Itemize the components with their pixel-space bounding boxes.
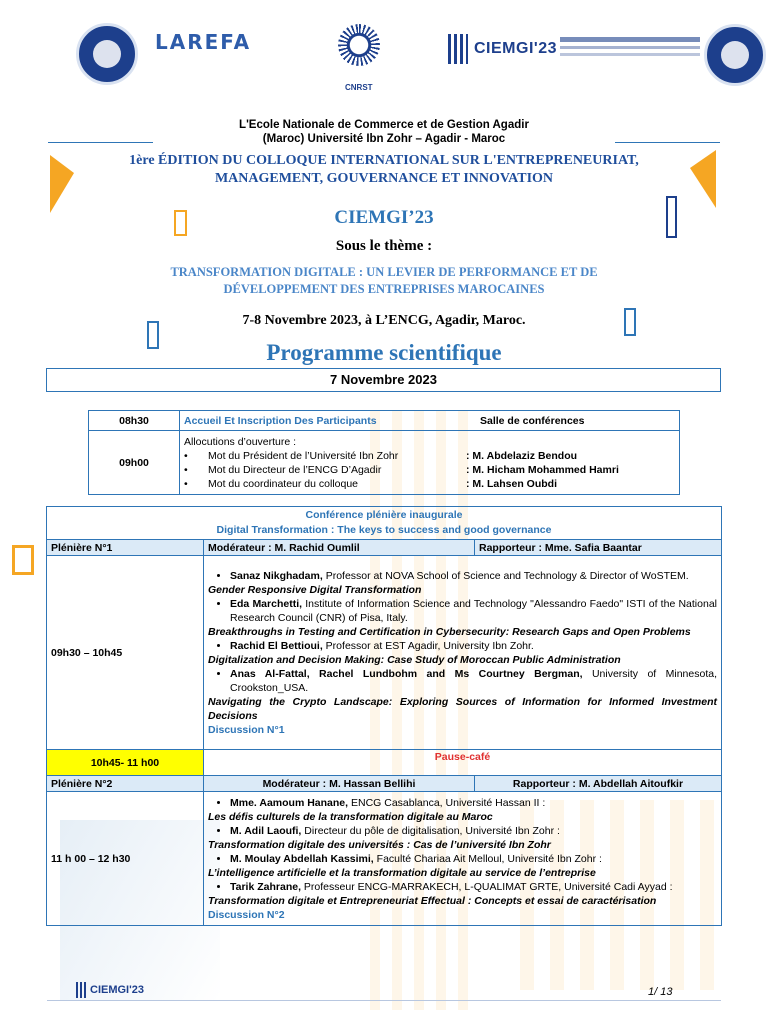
- speeches-list: [184, 449, 675, 491]
- talk-speaker: Sanaz Nikghadam,: [230, 569, 323, 582]
- talk-title: Digitalization and Decision Making: Case Study of Moroccan Public Administration: [208, 653, 621, 666]
- encg-logo-text: [560, 37, 700, 56]
- university-seal-logo-right: [704, 24, 766, 86]
- plenary2-moderator: Modérateur : M. Hassan Bellihi: [204, 776, 475, 792]
- plenary1-conf-title: Conférence plénière inaugurale: [305, 509, 463, 521]
- talk-title: Gender Responsive Digital Transformation: [208, 583, 422, 596]
- talk-affiliation: University of Minnesota, Crookston_USA.: [230, 667, 717, 694]
- plenary2-time: 11 h 00 – 12 h30: [47, 792, 204, 926]
- plenary1-rapporteur: Rapporteur : Mme. Safia Baantar: [475, 540, 722, 556]
- speech-role: Mot du coordinateur du colloque: [208, 477, 359, 490]
- programme-title: Programme scientifique: [266, 340, 502, 365]
- talk-affiliation: Institute of Information Science and Technology "Alessandro Faedo" ISTI of the National Research Council (CNR) of Pisa, Italy.: [230, 597, 717, 624]
- speech-name: : M. Hicham Mohammed Hamri: [466, 463, 619, 476]
- talk-affiliation: Professor at NOVA School of Science and Technology & Director of WoSTEM.: [322, 569, 689, 582]
- talk-affiliation: ENCG Casablanca, Université Hassan II :: [348, 796, 546, 809]
- cnrst-logo-icon: [338, 24, 380, 66]
- talk-title: Les défis culturels de la transformation digitale au Maroc: [208, 810, 493, 823]
- plenary1-moderator: Modérateur : M. Rachid Oumlil: [204, 540, 475, 556]
- page-number: 1/ 13: [648, 986, 673, 998]
- talk-item: [208, 824, 717, 838]
- talk-item: [208, 880, 717, 894]
- talk-speaker: M. Moulay Abdellah Kassimi,: [230, 852, 374, 865]
- speech-role: Mot du Directeur de l’ENCG D’Agadir: [208, 463, 382, 476]
- talk-item: [208, 639, 717, 653]
- break-time: 10h45- 11 h00: [47, 750, 204, 776]
- break-label: Pause-café: [204, 750, 722, 776]
- talk-affiliation: Professeur ENCG-MARRAKECH, L-QUALIMAT GRTE, Université Cadi Ayyad :: [301, 880, 673, 893]
- opening-room: Salle de conférences: [476, 411, 680, 431]
- talk-affiliation: Faculté Chariaa Ait Melloul, Université Ibn Zohr :: [373, 852, 602, 865]
- orange-bracket-icon-margin: [12, 545, 34, 575]
- talk-speaker: Mme. Aamoum Hanane,: [230, 796, 349, 809]
- talk-item: [208, 569, 717, 583]
- ciemgi-logo: CIEMGI'23: [474, 40, 557, 57]
- theme-label: Sous le thème :: [335, 238, 433, 254]
- bullet-icon: •: [184, 477, 188, 490]
- talk-speaker: Tarik Zahrane,: [230, 880, 301, 893]
- talk-speaker: Anas Al-Fattal, Rachel Lundbohm and Ms Courtney Bergman,: [230, 667, 583, 680]
- talk-affiliation: Professor at EST Agadir, University Ibn Zohr.: [322, 639, 534, 652]
- opening-title: Accueil Et Inscription Des Participants: [180, 411, 477, 431]
- ciemgi-logo-icon: [448, 34, 468, 64]
- talk-title: Transformation digitale des universités : Cas de l’université Ibn Zohr: [208, 838, 551, 851]
- footer-logo: CIEMGI'23: [90, 984, 144, 996]
- conference-acronym: CIEMGI’23: [334, 207, 434, 228]
- speeches-time: 09h00: [89, 431, 180, 495]
- speech-item: [184, 477, 675, 491]
- talk-item: [208, 667, 717, 695]
- talk-item: [208, 796, 717, 810]
- talk-item: [208, 852, 717, 866]
- larefa-logo: LAREFA: [155, 30, 252, 54]
- talk-speaker: M. Adil Laoufi,: [230, 824, 302, 837]
- talk-item: [208, 597, 717, 625]
- plenary2-rapporteur: Rapporteur : M. Abdellah Aitoufkir: [475, 776, 722, 792]
- speeches-cell: [180, 431, 680, 495]
- plenary2-talks: [204, 792, 722, 926]
- talk-speaker: Eda Marchetti,: [230, 597, 303, 610]
- opening-table: [88, 410, 680, 495]
- footer-ciemgi-icon: [76, 982, 88, 998]
- talk-affiliation: Directeur du pôle de digitalisation, Université Ibn Zohr :: [301, 824, 560, 837]
- university-seal-logo-left: [76, 23, 138, 85]
- plenary-table: [46, 506, 722, 926]
- plenary1-time: 09h30 – 10h45: [47, 556, 204, 750]
- opening-time: 08h30: [89, 411, 180, 431]
- bullet-icon: •: [184, 449, 188, 462]
- speech-role: Mot du Président de l’Université Ibn Zohr: [208, 449, 399, 462]
- talk-title: L’intelligence artificielle et la transformation digitale au service de l’entreprise: [208, 866, 596, 879]
- talk-title: Navigating the Crypto Landscape: Exploring Sources of Information for Informed Investment Decisions: [208, 695, 717, 722]
- footer-divider: [47, 1000, 721, 1001]
- edition-title: 1ère ÉDITION DU COLLOQUE INTERNATIONAL SUR L'ENTREPRENEURIAT, MANAGEMENT, GOUVERNANCE ET INNOVATION: [129, 153, 639, 186]
- speech-name: : M. Abdelaziz Bendou: [466, 449, 578, 462]
- speeches-intro: Allocutions d’ouverture :: [184, 435, 297, 448]
- speech-item: [184, 449, 675, 463]
- school-name: L'Ecole Nationale de Commerce et de Gestion Agadir (Maroc) Université Ibn Zohr – Agadir - Maroc: [239, 119, 529, 145]
- talk-title: Transformation digitale et Entrepreneuriat Effectual : Concepts et essai de caractérisation: [208, 894, 657, 907]
- speech-name: : M. Lahsen Oubdi: [466, 477, 557, 490]
- speech-item: [184, 463, 675, 477]
- discussion-2: Discussion N°2: [208, 908, 285, 921]
- bullet-icon: •: [184, 463, 188, 476]
- day-header: 7 Novembre 2023: [46, 368, 721, 392]
- discussion-1: Discussion N°1: [208, 723, 285, 736]
- talk-title: Breakthroughs in Testing and Certification in Cybersecurity: Research Gaps and Open Problems: [208, 625, 691, 638]
- event-date-place: 7-8 Novembre 2023, à L’ENCG, Agadir, Maroc.: [242, 313, 526, 328]
- theme-title: TRANSFORMATION DIGITALE : UN LEVIER DE PERFORMANCE ET DE DÉVELOPPEMENT DES ENTREPRISES MAROCAINES: [170, 265, 598, 296]
- plenary2-label: Plénière N°2: [47, 776, 204, 792]
- plenary1-conf-subtitle: Digital Transformation : The keys to success and good governance: [216, 524, 552, 536]
- plenary1-talks: [204, 556, 722, 750]
- cnrst-logo-label: CNRST: [345, 83, 373, 92]
- plenary1-header: [47, 507, 722, 540]
- talk-speaker: Rachid El Bettioui,: [230, 639, 323, 652]
- plenary1-label: Plénière N°1: [47, 540, 204, 556]
